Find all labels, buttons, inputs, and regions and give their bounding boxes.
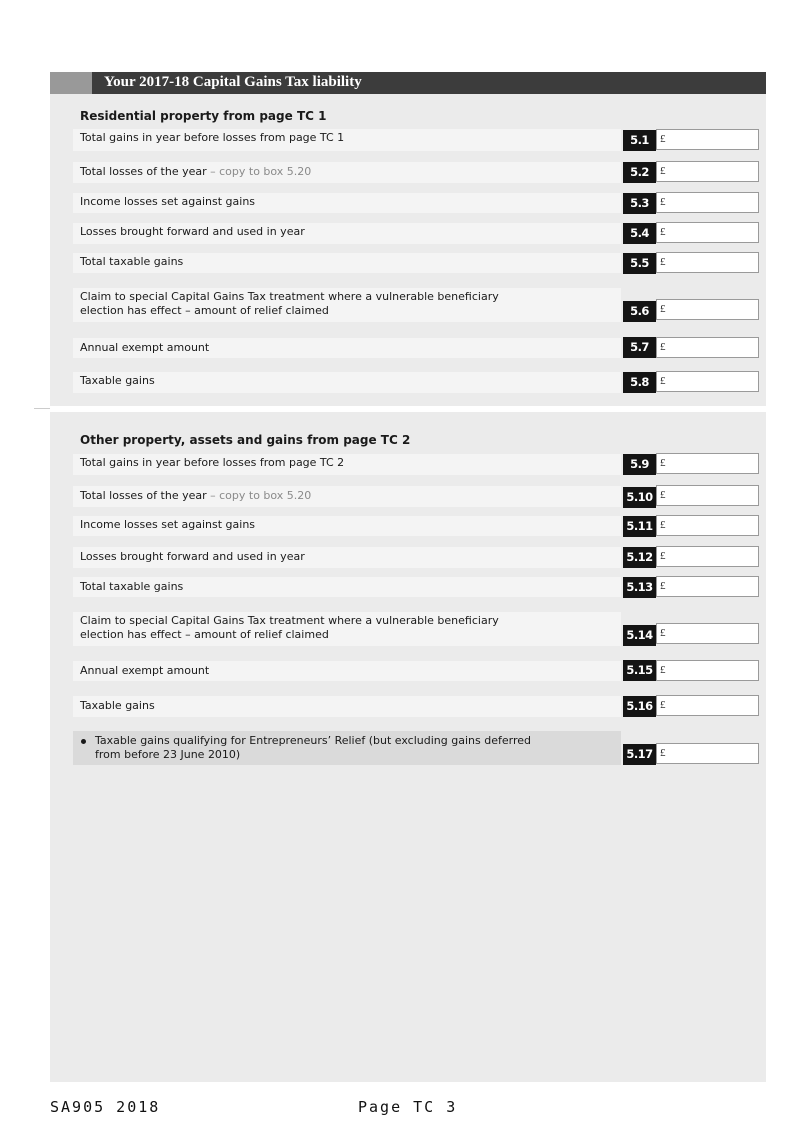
row-label: Total losses of the year – copy to box 5.20 bbox=[80, 165, 312, 178]
form-row bbox=[73, 193, 621, 213]
row-label: Total gains in year before losses from page TC 1 bbox=[80, 131, 345, 144]
pound-sign: £ bbox=[660, 133, 666, 145]
row-label: Losses brought forward and used in year bbox=[80, 225, 305, 238]
box-number: 5.11 bbox=[623, 516, 656, 537]
amount-field-5-6[interactable] bbox=[656, 299, 759, 320]
pound-sign: £ bbox=[660, 580, 666, 592]
box-number: 5.2 bbox=[623, 162, 656, 183]
form-row-bullet bbox=[73, 731, 621, 765]
form-row bbox=[73, 661, 621, 681]
row-label: Income losses set against gains bbox=[80, 195, 256, 208]
form-row bbox=[73, 223, 621, 244]
row-label: Total taxable gains bbox=[80, 255, 184, 268]
pound-sign: £ bbox=[660, 489, 666, 501]
row-label-line1: Claim to special Capital Gains Tax treatment where a vulnerable beneficiary bbox=[80, 614, 499, 627]
form-row bbox=[73, 577, 621, 597]
box-number: 5.1 bbox=[623, 130, 656, 151]
box-number: 5.4 bbox=[623, 223, 656, 244]
box-number: 5.6 bbox=[623, 301, 656, 322]
row-label-line2: election has effect – amount of relief claimed bbox=[80, 628, 329, 641]
page-number: Page TC 3 bbox=[358, 1098, 458, 1116]
form-row bbox=[73, 338, 621, 358]
box-number: 5.15 bbox=[623, 660, 656, 681]
form-row bbox=[73, 129, 621, 151]
section-title-bar bbox=[50, 72, 766, 94]
row-label: Income losses set against gains bbox=[80, 518, 256, 531]
form-row bbox=[73, 372, 621, 393]
amount-field-5-5[interactable] bbox=[656, 252, 759, 273]
row-label-line1: Taxable gains qualifying for Entrepreneurs’ Relief (but excluding gains deferred bbox=[95, 734, 531, 747]
box-number: 5.9 bbox=[623, 454, 656, 475]
pound-sign: £ bbox=[660, 196, 666, 208]
pound-sign: £ bbox=[660, 226, 666, 238]
pound-sign: £ bbox=[660, 341, 666, 353]
form-row bbox=[73, 454, 621, 475]
box-number: 5.7 bbox=[623, 337, 656, 358]
amount-field-5-12[interactable] bbox=[656, 546, 759, 567]
row-label: Annual exempt amount bbox=[80, 664, 210, 677]
pound-sign: £ bbox=[660, 303, 666, 315]
form-row bbox=[73, 288, 621, 322]
pound-sign: £ bbox=[660, 457, 666, 469]
row-note: – copy to box 5.20 bbox=[206, 165, 312, 178]
amount-field-5-11[interactable] bbox=[656, 515, 759, 536]
row-note: – copy to box 5.20 bbox=[206, 489, 312, 502]
pound-sign: £ bbox=[660, 519, 666, 531]
form-row bbox=[73, 162, 621, 183]
box-number: 5.14 bbox=[623, 625, 656, 646]
amount-field-5-10[interactable] bbox=[656, 485, 759, 506]
amount-field-5-17[interactable] bbox=[656, 743, 759, 764]
pound-sign: £ bbox=[660, 627, 666, 639]
section-divider bbox=[50, 406, 766, 412]
row-label: Total taxable gains bbox=[80, 580, 184, 593]
box-number: 5.17 bbox=[623, 744, 656, 765]
margin-tick bbox=[34, 408, 50, 409]
row-label: Losses brought forward and used in year bbox=[80, 550, 305, 563]
amount-field-5-13[interactable] bbox=[656, 576, 759, 597]
pound-sign: £ bbox=[660, 550, 666, 562]
form-row bbox=[73, 253, 621, 273]
row-label-line2: from before 23 June 2010) bbox=[95, 748, 241, 761]
pound-sign: £ bbox=[660, 699, 666, 711]
form-row bbox=[73, 696, 621, 717]
pound-sign: £ bbox=[660, 375, 666, 387]
amount-field-5-4[interactable] bbox=[656, 222, 759, 243]
pound-sign: £ bbox=[660, 747, 666, 759]
section-heading-residential: Residential property from page TC 1 bbox=[80, 109, 327, 123]
pound-sign: £ bbox=[660, 165, 666, 177]
box-number: 5.12 bbox=[623, 547, 656, 568]
amount-field-5-7[interactable] bbox=[656, 337, 759, 358]
row-label-line1: Claim to special Capital Gains Tax treatment where a vulnerable beneficiary bbox=[80, 290, 499, 303]
bullet-icon bbox=[81, 739, 86, 744]
amount-field-5-2[interactable] bbox=[656, 161, 759, 182]
box-number: 5.10 bbox=[623, 487, 656, 508]
amount-field-5-9[interactable] bbox=[656, 453, 759, 474]
pound-sign: £ bbox=[660, 256, 666, 268]
page-title: Your 2017-18 Capital Gains Tax liability bbox=[104, 74, 362, 90]
amount-field-5-16[interactable] bbox=[656, 695, 759, 716]
row-label: Total losses of the year – copy to box 5.20 bbox=[80, 489, 312, 502]
amount-field-5-15[interactable] bbox=[656, 660, 759, 681]
pound-sign: £ bbox=[660, 664, 666, 676]
title-bar-tab bbox=[50, 72, 92, 94]
box-number: 5.5 bbox=[623, 253, 656, 274]
form-row bbox=[73, 612, 621, 646]
box-number: 5.13 bbox=[623, 577, 656, 598]
box-number: 5.8 bbox=[623, 372, 656, 393]
box-number: 5.3 bbox=[623, 193, 656, 214]
amount-field-5-1[interactable] bbox=[656, 129, 759, 150]
amount-field-5-14[interactable] bbox=[656, 623, 759, 644]
form-row bbox=[73, 516, 621, 536]
form-code: SA905 2018 bbox=[50, 1098, 161, 1116]
amount-field-5-8[interactable] bbox=[656, 371, 759, 392]
row-label: Taxable gains bbox=[80, 699, 155, 712]
amount-field-5-3[interactable] bbox=[656, 192, 759, 213]
row-label: Total gains in year before losses from page TC 2 bbox=[80, 456, 345, 469]
box-number: 5.16 bbox=[623, 696, 656, 717]
section-heading-other: Other property, assets and gains from page TC 2 bbox=[80, 433, 411, 447]
row-label-line2: election has effect – amount of relief claimed bbox=[80, 304, 329, 317]
row-label: Annual exempt amount bbox=[80, 341, 210, 354]
row-label: Taxable gains bbox=[80, 374, 155, 387]
form-row bbox=[73, 547, 621, 568]
form-row bbox=[73, 486, 621, 507]
